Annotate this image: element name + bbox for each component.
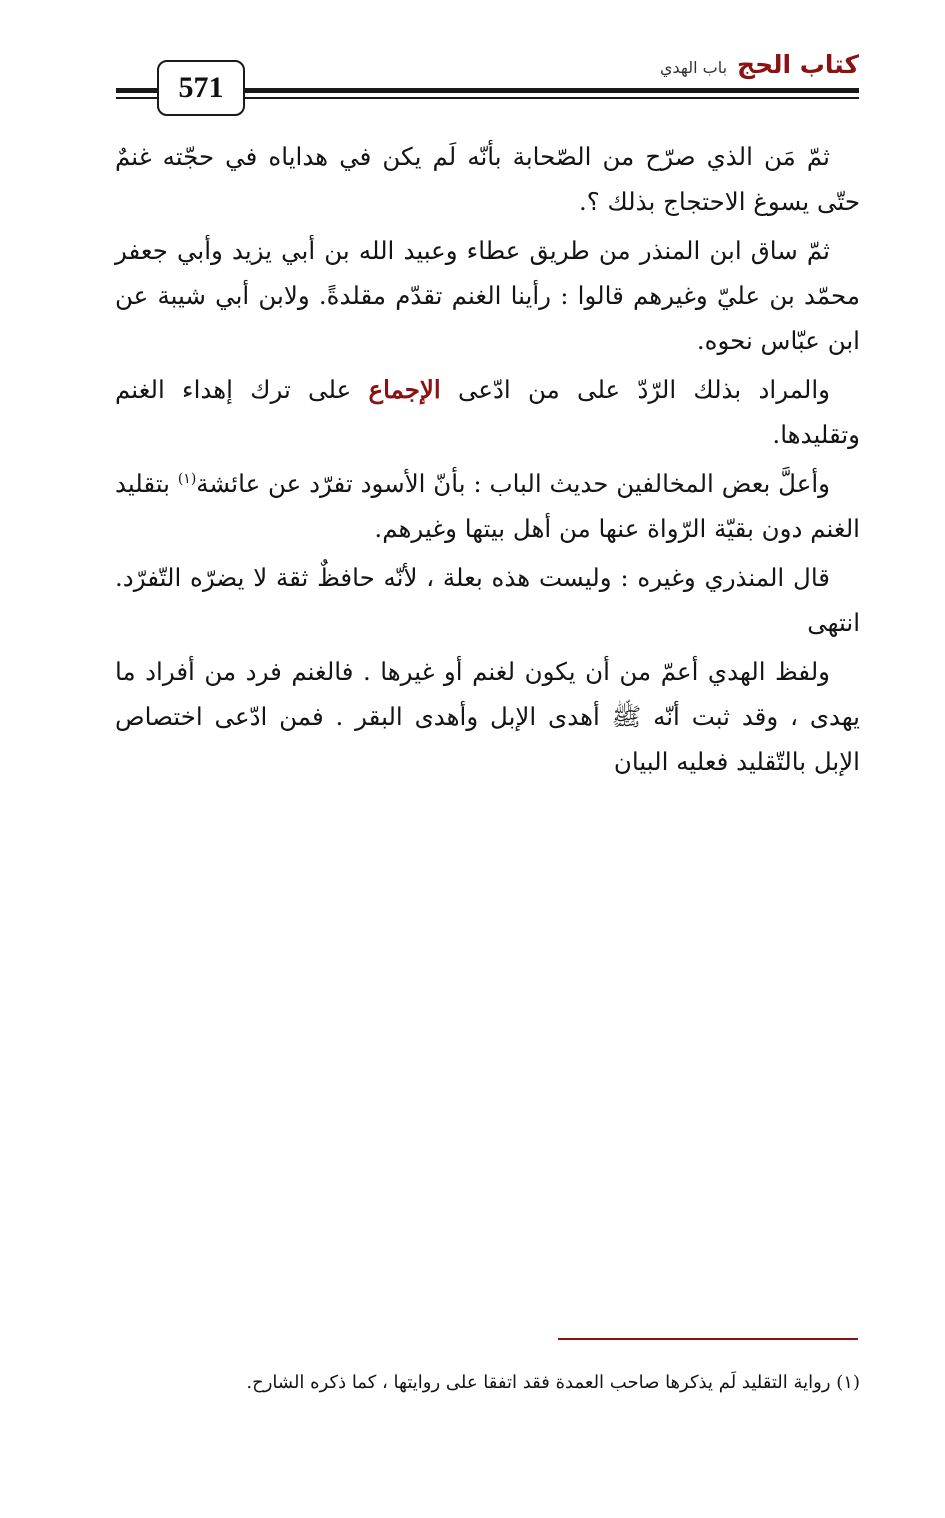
- footnote: (١) رواية التقليد لَم يذكرها صاحب العمدة فقد اتفقا على روايتها ، كما ذكره الشارح.: [246, 1372, 860, 1393]
- paragraph-1: ثمّ مَن الذي صرّح من الصّحابة بأنّه لَم يكن في هداياه في حجّته غنمٌ حتّى يسوغ الاحتجاج بذلك ؟.: [115, 142, 860, 216]
- page-number-box: [157, 60, 245, 116]
- paragraph-3-end: على ترك إهداء الغنم وتقليدها.: [115, 375, 860, 449]
- paragraph-4-start: وأعلَّ بعض المخالفين حديث الباب : بأنّ الأسود تفرّد عن عائشة: [196, 469, 830, 498]
- paragraph-3-start: والمراد بذلك الرّدّ على من ادّعى: [457, 375, 830, 404]
- paragraph-4-end: بتقليد الغنم دون بقيّة الرّواة عنها من أهل بيتها وغيرهم.: [115, 469, 860, 543]
- chapter-title: باب الهدي: [659, 58, 728, 77]
- paragraph-5: قال المنذري وغيره : وليست هذه بعلة ، لأنّه حافظٌ ثقة لا يضرّه التّفرّد. انتهى: [115, 563, 860, 637]
- paragraph-4: [115, 461, 860, 551]
- highlighted-term: الإجماع: [368, 375, 441, 404]
- paragraph-3: [115, 367, 860, 457]
- footnote-rule: [558, 1338, 858, 1340]
- paragraph-2: ثمّ ساق ابن المنذر من طريق عطاء وعبيد الله بن أبي يزيد وأبي جعفر محمّد بن عليّ وغيرهم قالوا : رأينا الغنم تقدّم مقلدةً. ولابن أبي شيبة عن ابن عبّاس نحوه.: [115, 236, 860, 355]
- book-title: كتاب الحج: [737, 50, 859, 79]
- footnote-reference[interactable]: (١): [177, 470, 197, 487]
- paragraph-6: ولفظ الهدي أعمّ من أن يكون لغنم أو غيرها . فالغنم فرد من أفراد ما يهدى ، وقد ثبت أنّه ﷺ أهدى الإبل وأهدى البقر . فمن ادّعى اختصاص الإبل بالتّقليد فعليه البيان: [115, 657, 860, 776]
- page-header: [0, 0, 945, 130]
- page-number: 571: [178, 71, 224, 104]
- running-head: [660, 50, 859, 86]
- main-text: [115, 134, 860, 788]
